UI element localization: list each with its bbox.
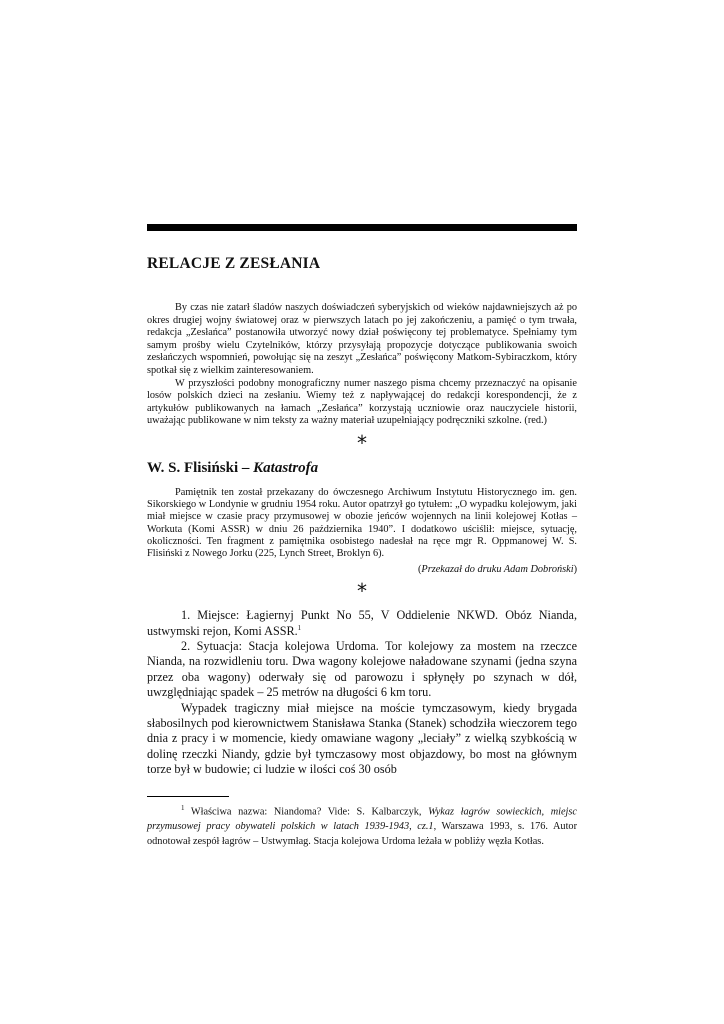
asterisk-separator-2: * xyxy=(357,579,367,604)
body-paragraph-1 xyxy=(147,608,577,639)
footnote-italic: Wykaz łagrów sowieckich, miejsc przymusowej pracy obywateli polskich w latach 1939-1943, cz.1 xyxy=(147,806,577,833)
article-title-text: Katastrofa xyxy=(253,459,319,476)
body-paragraph-3: Wypadek tragiczny miał miejsce na moście tymczasowym, kiedy brygada słabosilnych pod kierownictwem Stanisława Stanka (Stanek) schodziła wieczorem tego dnia z pracy i w momencie, kiedy omawiane wagony „leciały” z wielką szybkością w dolinę rzeczki Niandy, gdzie był tymczasowy most objazdowy, bo most na głównym torze był w budowie; ci ludzie w ilości coś 30 osób xyxy=(147,700,577,777)
intro-paragraph-2: W przyszłości podobny monograficzny numer naszego pisma chcemy przeznaczyć na opisanie losów polskich dzieci na zesłaniu. Wiemy też z napływającej do redakcji korespondencji, że z artykułów publikowanych na łamach „Zesłańca” korzystają uczniowie oraz nauczyciele historii, uważając publikowane w nim teksty za ważny materiał uzupełniający podręczniki szkolne. (red.) xyxy=(147,377,577,427)
footnote-text-after: , Warszawa 1993, s. 176. Autor odnotował zespół łagrów – Ustwymłag. Stacja kolejowa Urdoma leżała w pobliży węzła Kotłas. xyxy=(147,821,578,848)
article-author: W. S. Flisiński – xyxy=(147,459,254,476)
document-page xyxy=(147,224,577,849)
credit-line xyxy=(147,563,577,576)
credit-open: ( xyxy=(417,564,422,576)
asterisk-separator: * xyxy=(357,430,367,455)
article-title xyxy=(147,458,577,478)
footnote-rule xyxy=(147,796,229,797)
credit-text: Przekazał do druku Adam Dobroński xyxy=(421,564,574,576)
footnote-reference: 1 xyxy=(297,623,302,632)
footnote xyxy=(147,801,577,849)
article-body xyxy=(147,608,577,777)
body-paragraph-1-text: 1. Miejsce: Łagiernyj Punkt No 55, V Oddielenie NKWD. Obóz Nianda, ustwymski rejon, Komi ASSR. xyxy=(147,608,577,638)
editor-note xyxy=(147,487,577,560)
footnote-number: 1 xyxy=(181,803,185,812)
header-rule xyxy=(147,224,577,231)
footnote-text-before: Właściwa nazwa: Niandoma? Vide: S. Kalbarczyk, xyxy=(184,806,429,818)
intro-paragraph-1: By czas nie zatarł śladów naszych doświadczeń syberyjskich od wieków najdawniejszych aż po okres drugiej wojny światowej oraz w pierwszych latach po jej zakończeniu, a pamięć o tym trwała, redakcja „Zesłańca” postanowiła utworzyć nowy dział poświęcony tej problematyce. Spełniamy tym samym prośby wielu Czytelników, którzy przysyłają propozycje dotyczące publikowania swoich zesłańczych wspomnień, powołując się na zeszyt „Zesłańca” poświęcony Matkom-Sybiraczkom, który spotkał się z wielkim zainteresowaniem. xyxy=(147,302,577,376)
credit-close: ) xyxy=(573,564,577,576)
intro-block xyxy=(147,302,577,428)
body-paragraph-2: 2. Sytuacja: Stacja kolejowa Urdoma. Tor kolejowy za mostem na rzeczce Nianda, na rozwidleniu toru. Dwa wagony kolejowe naładowane szynami (jedna szyna przez oba wagony) oderwały się od parowozu i spłynęły po szynach w dół, uwzględniając spadek – 25 metrów na długości 6 km toru. xyxy=(147,638,577,700)
section-title: RELACJE Z ZESŁANIA xyxy=(147,255,321,272)
editor-note-paragraph: Pamiętnik ten został przekazany do ówczesnego Archiwum Instytutu Historycznego im. gen. Sikorskiego w Londynie w grudniu 1954 roku. Autor opatrzył go tytułem: „O wypadku kolejowym, jaki miał miejsce w czasie pracy przymusowej w obozie jeńców wojennych na linii kolejowej Kotłas – Workuta (Komi ASSR) w dniu 26 października 1940”. I dodatkowo uściślił: miejsce, sytuację, okoliczności. Ten fragment z pamiętnika osobistego nadesłał na ręce mgr R. Oppmanowej W. S. Flisiński z Nowego Jorku (225, Lynch Street, Broklyn 6). xyxy=(147,486,577,559)
